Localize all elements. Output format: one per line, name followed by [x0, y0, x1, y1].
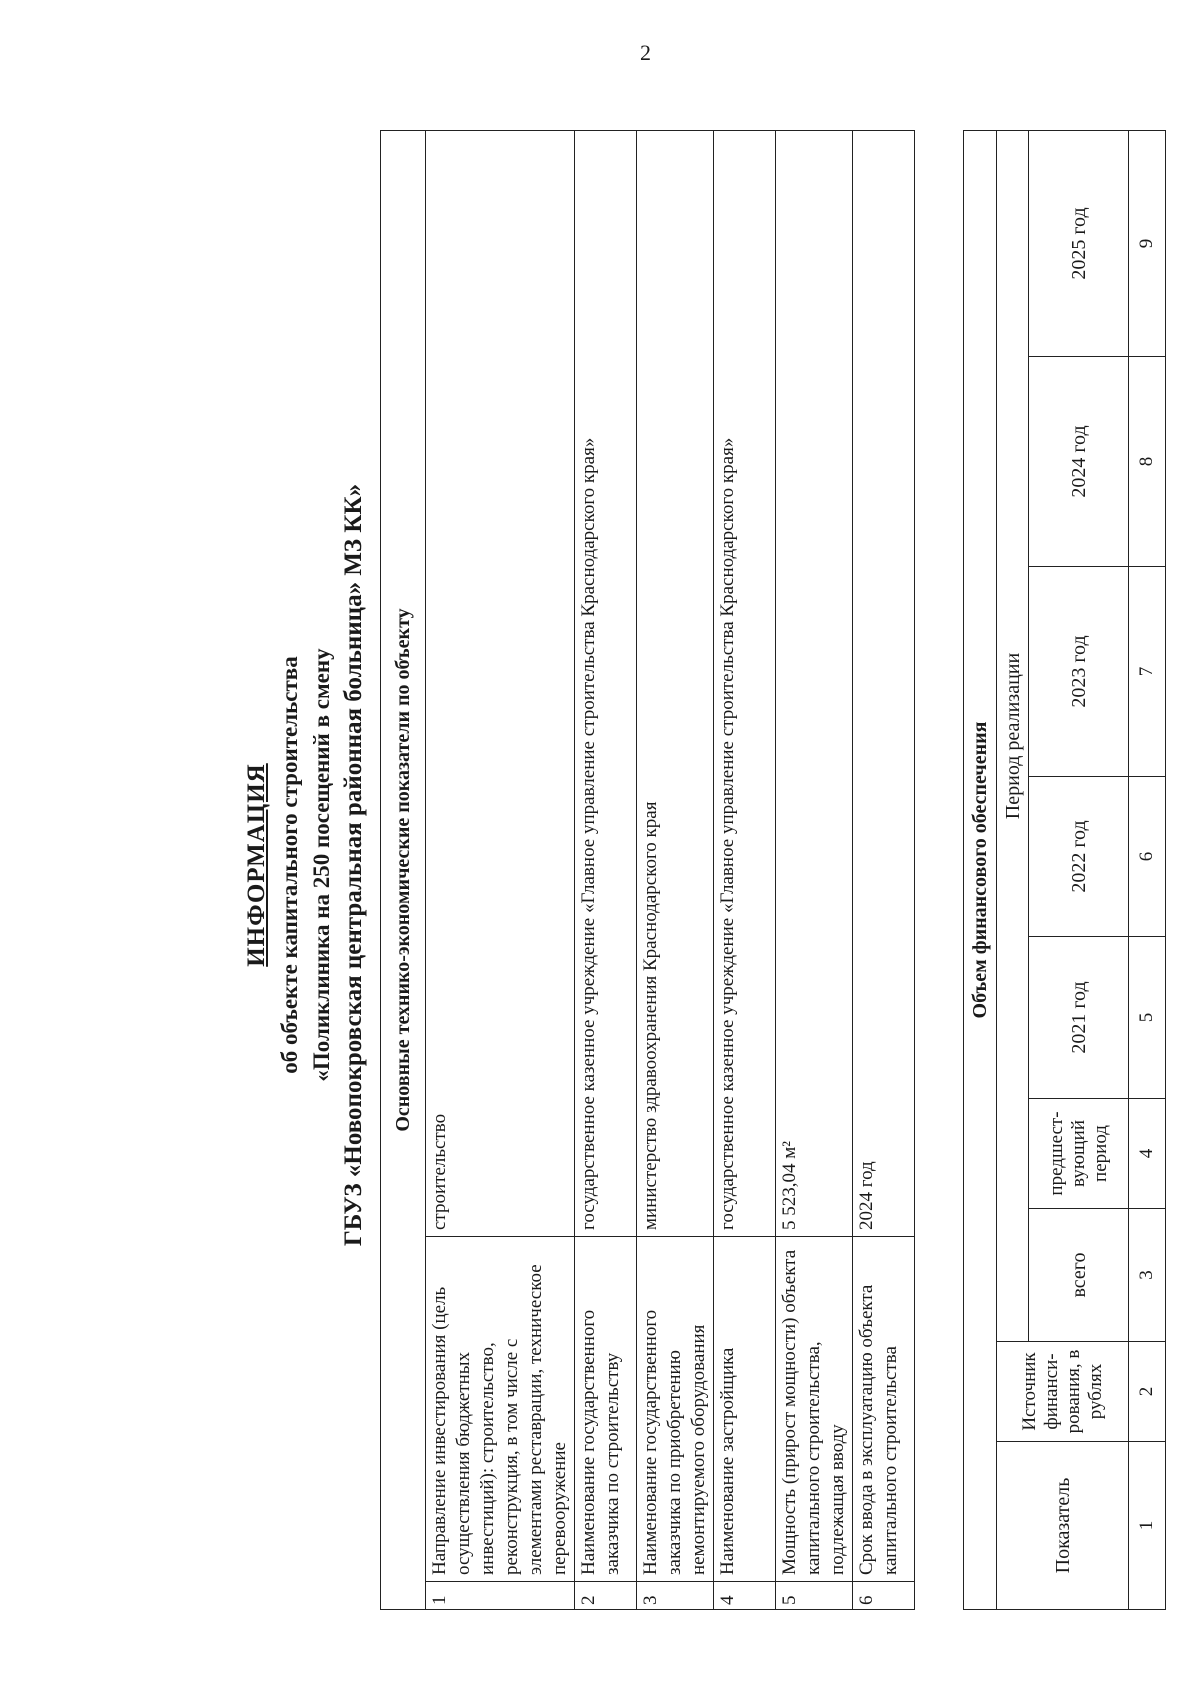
column-number: 4: [1129, 1099, 1166, 1209]
year-header: 2023 год: [1029, 567, 1129, 777]
table-row: [637, 131, 714, 1610]
page-number: 2: [640, 40, 651, 65]
column-number: 7: [1129, 567, 1166, 777]
row-label: Наименование застройщика: [714, 1237, 776, 1582]
row-number: 1: [426, 1582, 575, 1610]
column-number: 6: [1129, 777, 1166, 937]
col-indicator-header: Показатель: [997, 1442, 1129, 1610]
column-number: 2: [1129, 1342, 1166, 1442]
rotated-content: [240, 120, 1180, 1610]
finance-heading: Объем финансового обеспечения: [964, 131, 997, 1610]
period-heading: Период реализации: [997, 131, 1029, 1342]
row-value: 5 523,04 м²: [776, 131, 853, 1237]
row-label: Срок ввода в эксплуатацию объекта капитального строительства: [853, 1237, 915, 1582]
title-line-3: ГБУЗ «Новопокровская центральная районная больница» МЗ КК»: [340, 483, 367, 1247]
year-header: 2024 год: [1029, 357, 1129, 567]
table-row: [714, 131, 776, 1610]
column-number-row: [1129, 131, 1166, 1610]
col-previous-header: предшест-вующий период: [1029, 1099, 1129, 1209]
finance-table: [963, 130, 1166, 1610]
title-line-2: «Поликлиника на 250 посещений в смену: [309, 648, 334, 1082]
row-number: 5: [776, 1582, 853, 1610]
year-header: 2021 год: [1029, 937, 1129, 1099]
table-row: [426, 131, 575, 1610]
row-number: 3: [637, 1582, 714, 1610]
column-number: 5: [1129, 937, 1166, 1099]
year-header: 2022 год: [1029, 777, 1129, 937]
col-total-header: всего: [1029, 1209, 1129, 1342]
row-value: государственное казенное учреждение «Главное управление строительства Краснодарского края»: [714, 131, 776, 1237]
table-row: [575, 131, 637, 1610]
row-value: строительство: [426, 131, 575, 1237]
row-number: 2: [575, 1582, 637, 1610]
row-value: 2024 год: [853, 131, 915, 1237]
indicators-heading: Основные технико-экономические показатели по объекту: [381, 131, 426, 1610]
indicators-table: [380, 130, 915, 1610]
title-line-1: об объекте капитального строительства: [277, 656, 302, 1074]
row-number: 4: [714, 1582, 776, 1610]
column-number: 1: [1129, 1442, 1166, 1610]
row-label: Направление инвестирования (цель осуществления бюджетных инвестиций): строительство, реконструкция, в том числе с элементами реставрации, техническое перевооружение: [426, 1237, 575, 1582]
column-number: 9: [1129, 131, 1166, 357]
column-number: 3: [1129, 1209, 1166, 1342]
row-label: Мощность (прирост мощности) объекта капитального строительства, подлежащая вводу: [776, 1237, 853, 1582]
col-source-header: Источник финанси-рования, в рублях: [997, 1342, 1129, 1442]
row-label: Наименование государственного заказчика по приобретению немонтируемого оборудования: [637, 1237, 714, 1582]
row-value: министерство здравоохранения Краснодарского края: [637, 131, 714, 1237]
row-value: государственное казенное учреждение «Главное управление строительства Краснодарского края»: [575, 131, 637, 1237]
title-main: ИНФОРМАЦИЯ: [243, 763, 270, 967]
document-title: [240, 120, 370, 1610]
year-header: 2025 год: [1029, 131, 1129, 357]
table-row: [853, 131, 915, 1610]
row-label: Наименование государственного заказчика по строительству: [575, 1237, 637, 1582]
column-number: 8: [1129, 357, 1166, 567]
table-row: [776, 131, 853, 1610]
row-number: 6: [853, 1582, 915, 1610]
